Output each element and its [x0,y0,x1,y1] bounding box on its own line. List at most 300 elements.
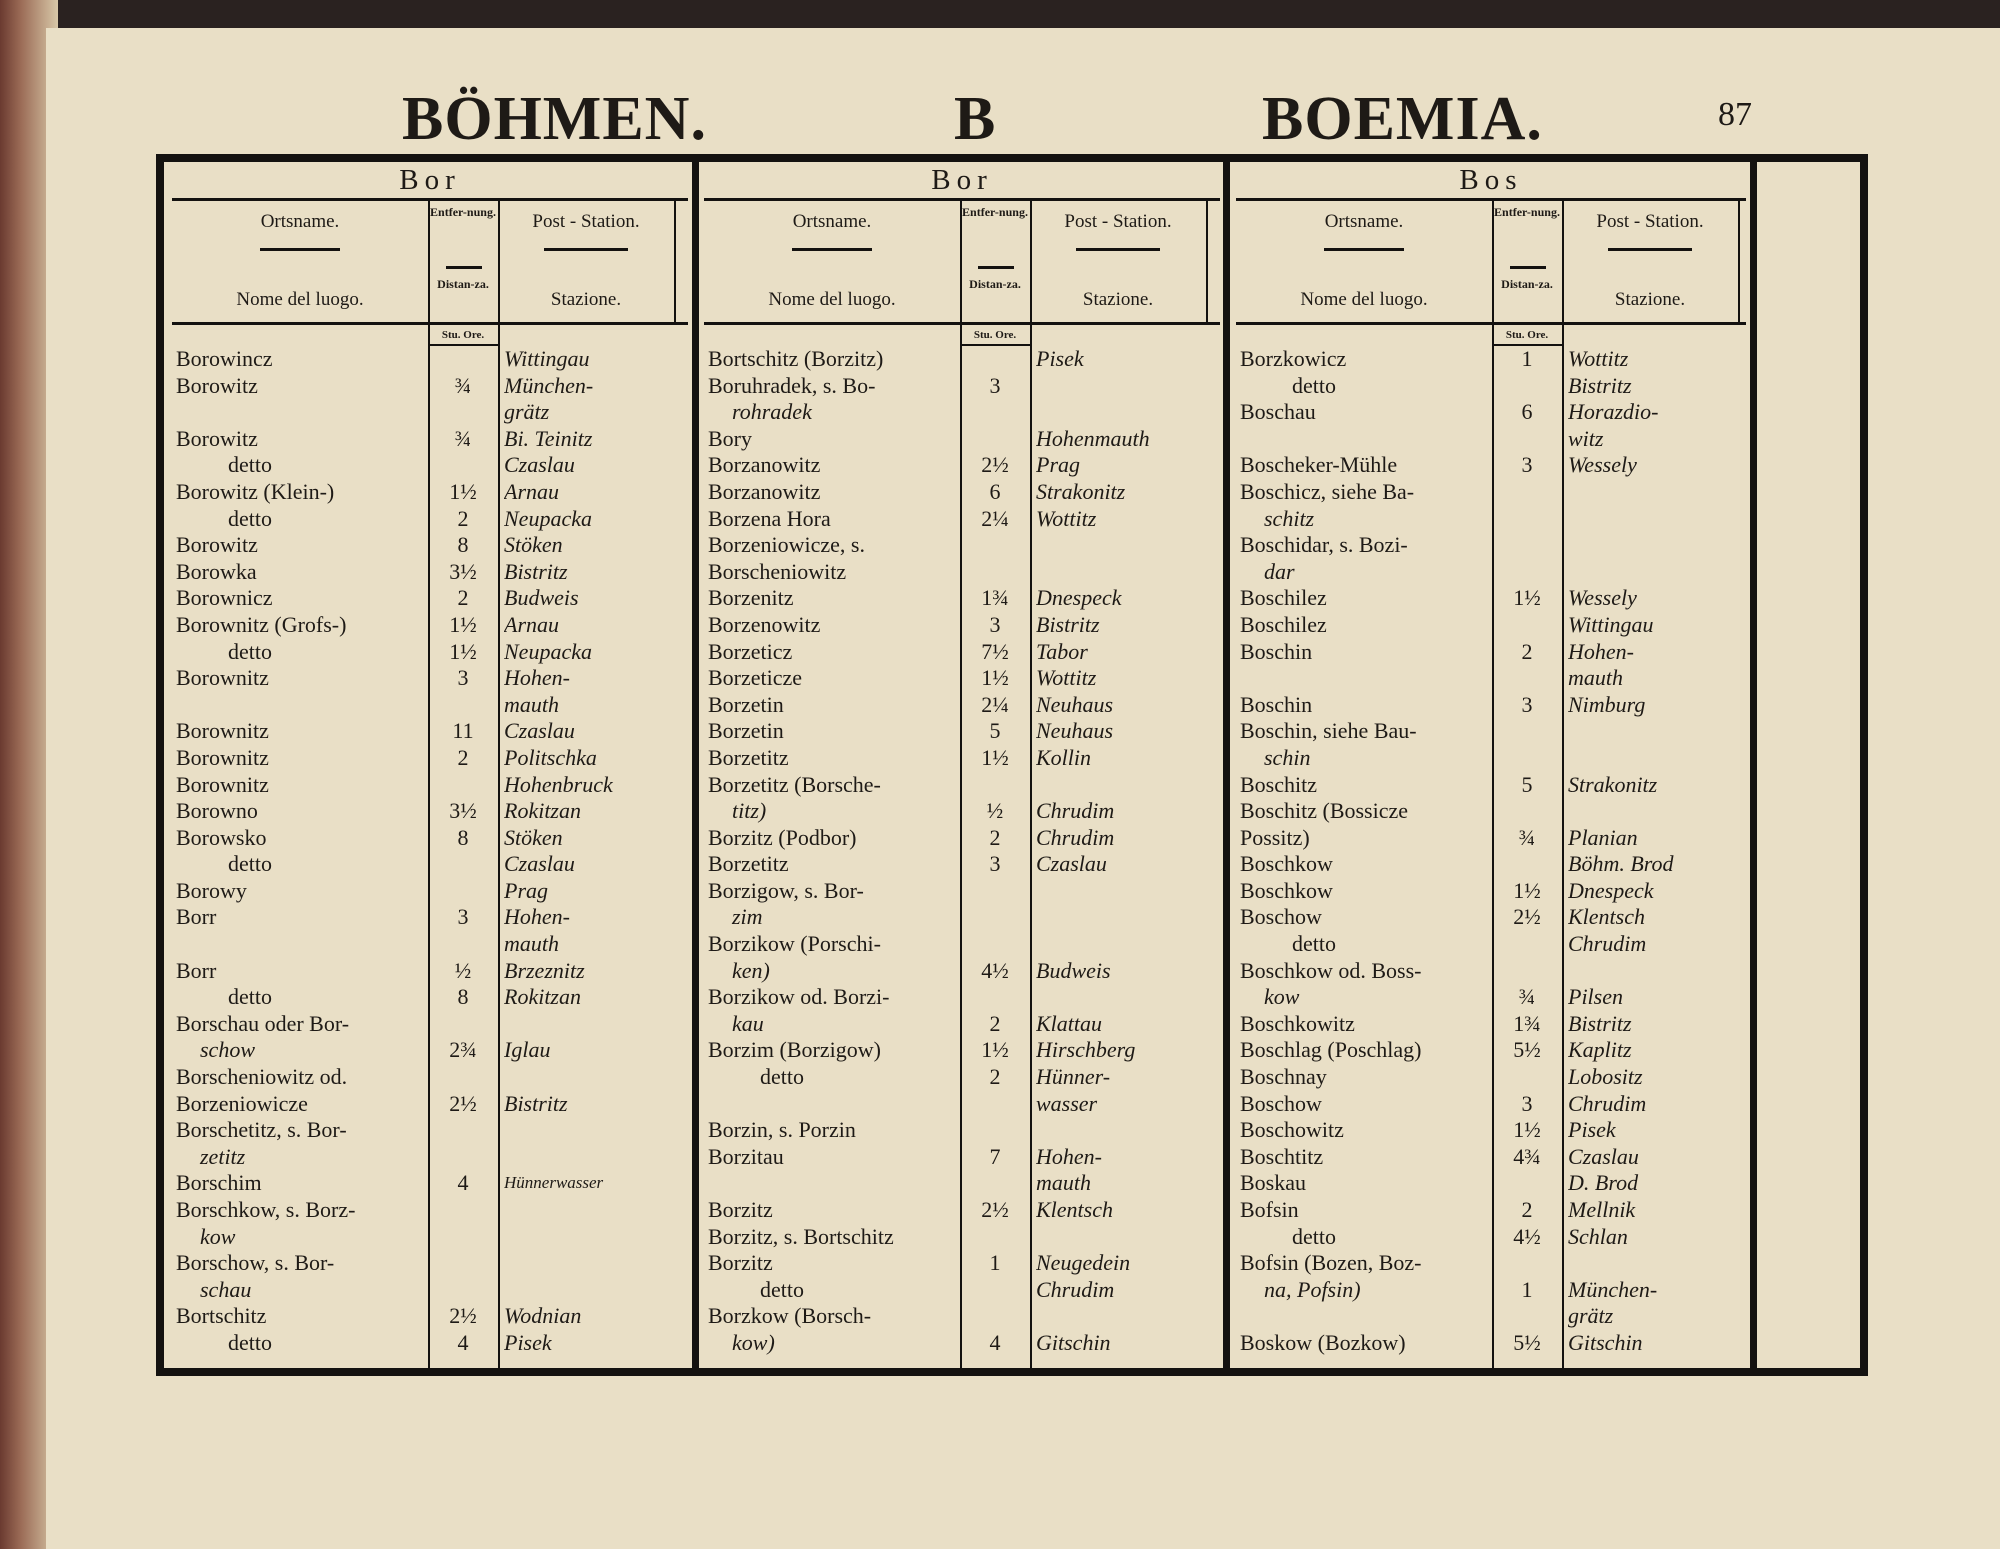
place-name: Boschow [1240,1090,1322,1116]
table-row [704,639,1220,666]
table-row [172,851,688,878]
divider [1236,322,1746,325]
post-station: Klentsch [1036,1197,1113,1222]
place-name: Bortschitz [176,1303,267,1329]
rows-container [172,346,688,1357]
table-row [1236,1277,1746,1304]
distance-value: 8 [457,824,469,850]
place-name: schow [200,1037,255,1063]
header-ortsname: Ortsname. [260,211,340,232]
distance-value: 1½ [449,478,477,504]
table-row [172,718,688,745]
post-station: Hohen- [1568,638,1634,664]
place-name: Borzkow (Borsch- [708,1303,872,1329]
post-station: mauth [504,931,559,957]
table-row [172,1170,688,1197]
table-row [172,692,688,719]
table-row [172,559,688,586]
post-station: Stöken [504,824,563,850]
book-page [46,28,2000,1549]
table-row [704,399,1220,426]
place-name: Boschtitz [1240,1143,1324,1169]
table-row [172,1011,688,1038]
post-station: Neugedein [1036,1250,1131,1276]
table-row [704,612,1220,639]
post-station: Strakonitz [1568,771,1658,797]
place-name: Borzetitz [708,744,789,770]
table-row [1236,798,1746,825]
post-station: Brzeznitz [504,957,585,983]
table-row [704,851,1220,878]
table-row [704,1170,1220,1197]
post-station: Czaslau [504,452,575,478]
post-station: Czaslau [1568,1143,1639,1169]
post-station: Czaslau [504,851,575,877]
place-name: Borzeniowicze [176,1090,308,1116]
table-row [704,559,1220,586]
place-name: Possitz) [1240,824,1310,850]
table-row [172,1224,688,1251]
post-station: Wittingau [504,346,590,371]
post-station: Lobositz [1568,1064,1643,1090]
post-station: Pilsen [1568,984,1623,1010]
table-row [1236,346,1746,373]
post-station: Hohen- [504,665,570,691]
post-station: Chrudim [1036,824,1115,850]
table-row [704,931,1220,958]
place-name: detto [1292,931,1336,957]
post-station: Pisek [1036,346,1084,371]
place-name: Borr [176,957,217,983]
table-row [704,479,1220,506]
place-name: Borzkowicz [1240,346,1347,371]
place-name: na, Pofsin) [1264,1276,1361,1302]
distance-value: 2 [989,1064,1001,1090]
post-station: Bistritz [504,1090,568,1116]
table-row [704,506,1220,533]
post-station: Neuhaus [1036,691,1113,717]
table-row [1236,825,1746,852]
divider [1608,248,1692,251]
table-row [172,1197,688,1224]
place-name: Borzetin [708,718,784,744]
place-name: detto [228,505,272,531]
divider [1236,198,1746,201]
post-station: Gitschin [1036,1329,1111,1355]
table-row [1236,506,1746,533]
distance-value: 5½ [1513,1329,1541,1355]
place-name: Boschilez [1240,585,1327,611]
place-name: detto [1292,372,1336,398]
header-entfernung: Entfer-nung. [962,205,1028,219]
table-row [1236,1250,1746,1277]
column-group-title: Bor [931,164,993,196]
distance-value: 1¾ [981,585,1009,611]
post-station: wasser [1036,1090,1098,1116]
distance-value: 8 [457,984,469,1010]
post-station: Hohen- [504,904,570,930]
distance-value: 1 [1521,1276,1533,1302]
post-station: Budweis [504,585,579,611]
place-name: Boschin, siehe Bau- [1240,718,1417,744]
table-row [1236,851,1746,878]
table-row [704,1330,1220,1357]
column-separator [1223,162,1230,1368]
distance-value: 2½ [449,1303,477,1329]
place-name: Boskau [1240,1170,1306,1196]
post-station: Klentsch [1568,904,1645,930]
post-station: Politschka [504,744,597,770]
table-row [704,532,1220,559]
table-row [1236,1144,1746,1171]
place-name: Boschow [1240,904,1322,930]
place-name: Borzitz [708,1197,773,1222]
divider [704,198,1220,201]
table-row [172,399,688,426]
header-nome-del-luogo: Nome del luogo. [236,289,364,310]
place-name: Boschnay [1240,1064,1327,1090]
column-group-title: Bor [399,164,461,196]
post-station: Rokitzan [504,798,581,824]
table-row [1236,479,1746,506]
post-station: mauth [1568,665,1623,691]
table-row [172,1250,688,1277]
place-name: ken) [732,957,770,983]
place-name: Borzitz, s. Bortschitz [708,1223,894,1249]
distance-value: 4 [457,1170,469,1196]
table-row [172,612,688,639]
header-entfernung: Entfer-nung. [430,205,496,219]
table-row [172,1303,688,1330]
header-stazione: Stazione. [1082,289,1154,310]
header-left-title: BÖHMEN. [402,85,707,153]
table-column-2 [704,162,1220,1368]
table-row [1236,1091,1746,1118]
table-row [704,984,1220,1011]
place-name: detto [228,984,272,1010]
place-name: Borzenitz [708,585,794,611]
table-row [1236,984,1746,1011]
units-label: Stu. Ore. [960,326,1030,346]
distance-value: 5 [989,718,1001,744]
place-name: Bory [708,425,752,451]
place-name: kow [200,1223,236,1249]
table-row [704,904,1220,931]
header-distanza: Distan-za. [969,277,1021,291]
table-row [172,426,688,453]
divider [978,266,1014,269]
distance-value: 7 [989,1143,1001,1169]
place-name: Bortschitz (Borzitz) [708,346,884,371]
distance-value: 2½ [981,1197,1009,1222]
place-name: Borowno [176,798,258,824]
distance-value: 1½ [1513,877,1541,903]
post-station: Hünnerwasser [504,1173,604,1193]
table-row [704,718,1220,745]
place-name: Borowitz [176,372,258,398]
post-station: Hohenmauth [1036,425,1150,451]
distance-value: 8 [457,532,469,558]
table-row [172,878,688,905]
distance-value: 2 [1521,638,1533,664]
header-right-title: BOEMIA. [1262,85,1543,153]
place-name: Boschau [1240,399,1316,425]
place-name: schin [1264,744,1311,770]
table-row [704,1224,1220,1251]
place-name: Borschim [176,1170,262,1196]
column-separator [1750,162,1757,1368]
table-row [1236,612,1746,639]
place-name: Borschau oder Bor- [176,1010,350,1036]
table-row [172,825,688,852]
place-name: Boschkow [1240,851,1333,877]
place-name: Borzikow od. Borzi- [708,984,890,1010]
post-station: Wottitz [1036,665,1097,691]
post-station: Stöken [504,532,563,558]
table-row [704,1303,1220,1330]
place-name: Boschlag (Poschlag) [1240,1037,1422,1063]
post-station: mauth [504,691,559,717]
place-name: Boschitz [1240,771,1317,797]
table-row [1236,904,1746,931]
post-station: Planian [1568,824,1638,850]
distance-value: 3 [989,851,1001,877]
place-name: detto [228,851,272,877]
distance-value: 2¾ [449,1037,477,1063]
table-row [172,1117,688,1144]
distance-value: ¾ [1518,824,1536,850]
post-station: Gitschin [1568,1329,1643,1355]
table-row [704,665,1220,692]
post-station: Klattau [1036,1010,1103,1036]
place-name: Borowy [176,877,247,903]
place-name: Borschow, s. Bor- [176,1250,335,1276]
table-row [172,745,688,772]
distance-value: 11 [452,718,474,744]
table-row [1236,1197,1746,1224]
table-row [704,585,1220,612]
distance-value: 1 [989,1250,1001,1276]
distance-value: 1½ [981,744,1009,770]
table-row [704,426,1220,453]
divider [172,322,688,325]
table-row [704,1277,1220,1304]
distance-value: 1½ [1513,1117,1541,1143]
place-name: detto [228,638,272,664]
distance-value: 2 [1521,1197,1533,1222]
table-row [704,1117,1220,1144]
table-row [172,532,688,559]
place-name: Borowka [176,558,257,584]
table-row [1236,1303,1746,1330]
table-row [172,904,688,931]
table-row [1236,878,1746,905]
header-distanza: Distan-za. [1501,277,1553,291]
table-row [704,798,1220,825]
table-row [172,1091,688,1118]
table-row [704,1197,1220,1224]
place-name: Boschkow [1240,877,1333,903]
header-post-station: Post - Station. [1064,211,1172,232]
place-name: detto [1292,1223,1336,1249]
post-station: Bistritz [1568,1010,1632,1036]
post-station: Czaslau [504,718,575,744]
divider [792,248,872,251]
column-group-title: Bos [1459,164,1523,196]
table-row [1236,1011,1746,1038]
post-station: Wessely [1568,585,1637,611]
divider [260,248,340,251]
table-row [704,1011,1220,1038]
distance-value: 6 [1521,399,1533,425]
post-station: Wottitz [1036,505,1097,531]
rows-container [1236,346,1746,1357]
place-name: Borzigow, s. Bor- [708,877,864,903]
place-name: Boschkow od. Boss- [1240,957,1422,983]
post-station: Neupacka [504,505,592,531]
table-row [704,878,1220,905]
post-station: Bistritz [1568,372,1632,398]
place-name: Borowincz [176,346,273,371]
post-station: Chrudim [1036,1276,1115,1302]
units-label: Stu. Ore. [428,326,498,346]
place-name: Borzetin [708,691,784,717]
table-row [1236,452,1746,479]
distance-value: 4½ [981,957,1009,983]
table-column-3 [1236,162,1746,1368]
header-nome-del-luogo: Nome del luogo. [1300,289,1428,310]
divider [1076,248,1160,251]
table-row [172,452,688,479]
place-name: Boschitz (Bossicze [1240,798,1409,824]
table-row [1236,931,1746,958]
place-name: Boscheker-Mühle [1240,452,1398,478]
units-label: Stu. Ore. [1492,326,1562,346]
post-station: Pisek [504,1329,552,1355]
distance-value: 2 [457,744,469,770]
distance-value: 3 [1521,452,1533,478]
place-name: detto [228,1329,272,1355]
table-row [1236,718,1746,745]
place-name: Bofsin (Bozen, Boz- [1240,1250,1422,1276]
distance-value: ¾ [1518,984,1536,1010]
place-name: Borschetitz, s. Bor- [176,1117,347,1143]
post-station: Prag [504,877,548,903]
distance-value: 2 [457,585,469,611]
table-row [704,1250,1220,1277]
column-separator [692,162,699,1368]
distance-value: 3½ [449,798,477,824]
place-name: Borzitz [708,1250,773,1276]
post-station: Bistritz [1036,611,1100,637]
place-name: Borzeticz [708,638,793,664]
place-name: Boschkowitz [1240,1010,1355,1036]
place-name: Boschilez [1240,611,1327,637]
distance-value: 3 [1521,1090,1533,1116]
place-name: Borownitz [176,771,269,797]
place-name: Borowitz (Klein-) [176,478,335,504]
table-row [172,1037,688,1064]
table-row [1236,639,1746,666]
distance-value: ½ [986,798,1004,824]
header-post-station: Post - Station. [1596,211,1704,232]
post-station: Strakonitz [1036,478,1126,504]
table-row [704,1091,1220,1118]
place-name: dar [1264,558,1295,584]
place-name: Boschowitz [1240,1117,1344,1143]
table-row [172,1330,688,1357]
table-row [172,506,688,533]
distance-value: 2 [989,1010,1001,1036]
table-row [1236,532,1746,559]
place-name: Borzetitz (Borsche- [708,771,881,797]
distance-value: 3 [1521,691,1533,717]
table-row [704,1144,1220,1171]
place-name: kow [1264,984,1300,1010]
distance-value: 1½ [449,638,477,664]
table-row [1236,426,1746,453]
post-station: Dnespeck [1036,585,1122,611]
place-name: Borzitau [708,1143,784,1169]
post-station: Kollin [1036,744,1092,770]
table-row [704,772,1220,799]
post-station: München- [1568,1276,1658,1302]
distance-value: 2½ [981,452,1009,478]
post-station: D. Brod [1568,1170,1639,1196]
distance-value: 1¾ [1513,1010,1541,1036]
table-row [704,346,1220,373]
table-row [172,373,688,400]
table-row [704,745,1220,772]
table-row [172,585,688,612]
table-row [172,958,688,985]
post-station: mauth [1036,1170,1091,1196]
table-row [1236,665,1746,692]
distance-value: 5½ [1513,1037,1541,1063]
table-row [1236,1330,1746,1357]
table-row [1236,692,1746,719]
table-row [704,692,1220,719]
post-station: Hohenbruck [504,771,613,797]
place-name: schitz [1264,505,1315,531]
place-name: Borr [176,904,217,930]
place-name: Borownicz [176,585,273,611]
distance-value: 3 [457,665,469,691]
post-station: Mellnik [1568,1197,1636,1222]
place-name: Boschidar, s. Bozi- [1240,532,1408,558]
table-row [1236,958,1746,985]
post-station: Neuhaus [1036,718,1113,744]
table-row [704,1037,1220,1064]
page-number: 87 [1718,96,1752,133]
distance-value: 2½ [449,1090,477,1116]
place-name: detto [228,452,272,478]
table-row [1236,1037,1746,1064]
divider [674,201,676,323]
post-station: grätz [1568,1303,1614,1329]
distance-value: 1½ [981,665,1009,691]
header-stazione: Stazione. [1614,289,1686,310]
post-station: München- [504,372,594,398]
divider [172,198,688,201]
place-name: zetitz [200,1143,246,1169]
distance-value: 3½ [449,558,477,584]
post-station: Kaplitz [1568,1037,1632,1063]
distance-value: 4¾ [1513,1143,1541,1169]
table-row [704,373,1220,400]
place-name: Borzeticze [708,665,803,691]
post-station: grätz [504,399,550,425]
